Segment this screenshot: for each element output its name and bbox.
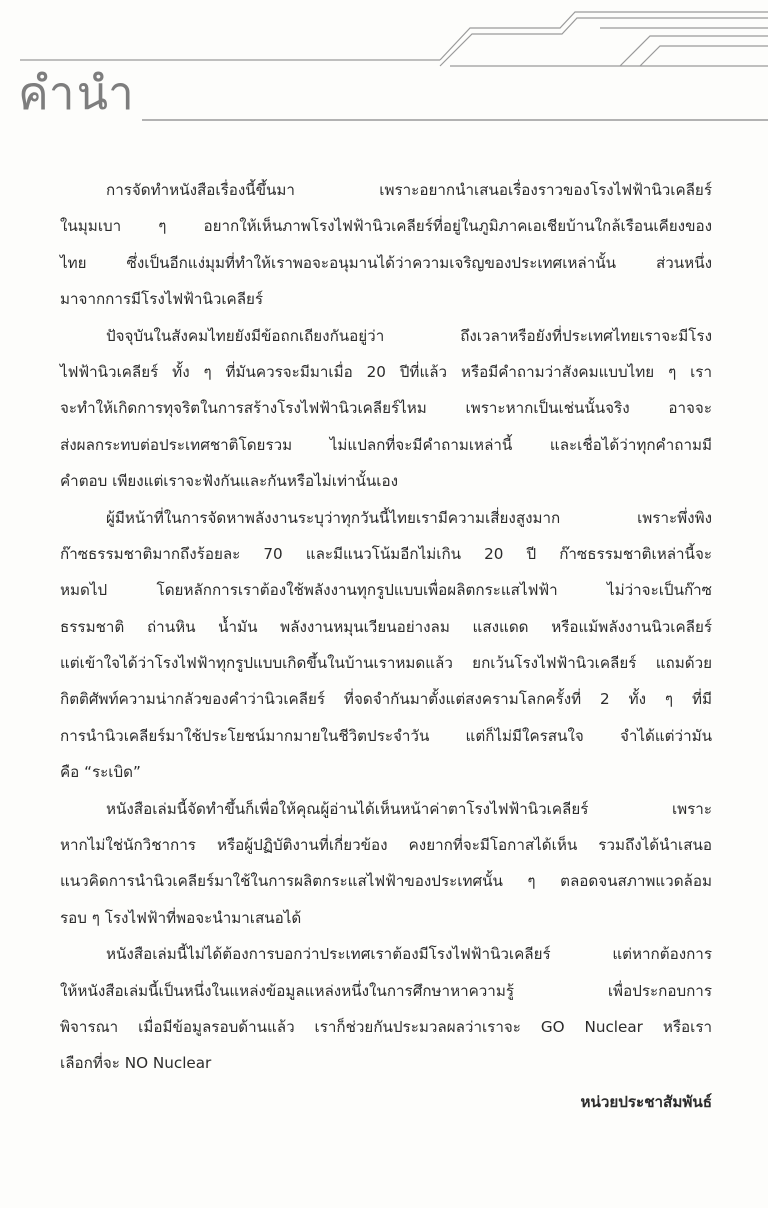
paragraph-2 — [60, 318, 712, 500]
text-line: ส่งผลกระทบต่อประเทศชาติโดยรวม ไม่แปลกที่จะมีคำถามเหล่านี้ และเชื่อได้ว่าทุกคำถามมี — [60, 435, 712, 454]
text-line: หนังสือเล่มนี้ไม่ได้ต้องการบอกว่าประเทศเราต้องมีโรงไฟฟ้านิวเคลียร์ แต่หากต้องการ — [106, 945, 712, 964]
text-line: มาจากการมีโรงไฟฟ้านิวเคลียร์ — [60, 290, 264, 309]
text-line: เลือกที่จะ NO Nuclear — [60, 1054, 212, 1073]
text-line: หนังสือเล่มนี้จัดทำขึ้นก็เพื่อให้คุณผู้อ่านได้เห็นหน้าค่าตาโรงไฟฟ้านิวเคลียร์ เพราะ — [106, 799, 712, 818]
page-title: คำนำ — [18, 66, 136, 120]
text-line: พิจารณา เมื่อมีข้อมูลรอบด้านแล้ว เราก็ช่วยกันประมวลผลว่าเราจะ GO Nuclear หรือเรา — [60, 1017, 712, 1036]
text-line: การนำนิวเคลียร์มาใช้ประโยชน์มากมายในชีวิตประจำวัน แต่ก็ไม่มีใครสนใจ จำได้แต่ว่ามัน — [60, 726, 712, 745]
text-line: ในมุมเบา ๆ อยากให้เห็นภาพโรงไฟฟ้านิวเคลียร์ที่อยู่ในภูมิภาคเอเชียบ้านใกล้เรือนเคียงของ — [60, 217, 712, 236]
text-line: ไทย ซึ่งเป็นอีกแง่มุมที่ทำให้เราพอจะอนุมานได้ว่าความเจริญของประเทศเหล่านั้น ส่วนหนึ่ง — [60, 253, 712, 272]
paragraph-3 — [60, 500, 712, 791]
text-line: กิตติศัพท์ความน่ากลัวของคำว่านิวเคลียร์ ที่จดจำกันมาตั้งแต่สงครามโลกครั้งที่ 2 ทั้ง ๆ ที่มี — [60, 690, 712, 709]
text-line: จะทำให้เกิดการทุจริตในการสร้างโรงไฟฟ้านิวเคลียร์ไหม เพราะหากเป็นเช่นนั้นจริง อาจจะ — [60, 399, 712, 418]
text-line: แนวคิดการนำนิวเคลียร์มาใช้ในการผลิตกระแสไฟฟ้าของประเทศนั้น ๆ ตลอดจนสภาพแวดล้อม — [60, 872, 712, 891]
text-line: ไฟฟ้านิวเคลียร์ ทั้ง ๆ ที่มันควรจะมีมาเมื่อ 20 ปีที่แล้ว หรือมีคำถามว่าสังคมแบบไทย ๆ เรา — [60, 362, 712, 381]
text-line: คือ “ระเบิด” — [60, 763, 141, 782]
paragraph-1 — [60, 172, 712, 318]
text-line: ก๊าซธรรมชาติมากถึงร้อยละ 70 และมีแนวโน้มอีกไม่เกิน 20 ปี ก๊าซธรรมชาติเหล่านี้จะ — [60, 544, 712, 563]
text-line: คำตอบ เพียงแต่เราจะฟังกันและกันหรือไม่เท่านั้นเอง — [60, 472, 398, 491]
text-line: ผู้มีหน้าที่ในการจัดหาพลังงานระบุว่าทุกวันนี้ไทยเรามีความเสี่ยงสูงมาก เพราะพึ่งพิง — [106, 508, 712, 527]
text-line: การจัดทำหนังสือเรื่องนี้ขึ้นมา เพราะอยากนำเสนอเรื่องราวของโรงไฟฟ้านิวเคลียร์ — [106, 181, 712, 199]
text-line: หากไม่ใช่นักวิชาการ หรือผู้ปฏิบัติงานที่เกี่ยวข้อง คงยากที่จะมีโอกาสได้เห็น รวมถึงได้นำเสนอ — [60, 836, 712, 855]
paragraph-4 — [60, 791, 712, 937]
text-line: ธรรมชาติ ถ่านหิน น้ำมัน พลังงานหมุนเวียนอย่างลม แสงแดด หรือแม้พลังงานนิวเคลียร์ — [60, 617, 712, 636]
text-line: ปัจจุบันในสังคมไทยยังมีข้อถกเถียงกันอยู่ว่า ถึงเวลาหรือยังที่ประเทศไทยเราจะมีโรง — [106, 326, 712, 345]
foreword-body — [60, 172, 712, 1120]
signature: หน่วยประชาสัมพันธ์ — [580, 1092, 712, 1111]
paragraph-5 — [60, 936, 712, 1082]
text-line: หมดไป โดยหลักการเราต้องใช้พลังงานทุกรูปแบบเพื่อผลิตกระแสไฟฟ้า ไม่ว่าจะเป็นก๊าซ — [60, 581, 712, 600]
text-line: แต่เข้าใจได้ว่าโรงไฟฟ้าทุกรูปแบบเกิดขึ้นในบ้านเราหมดแล้ว ยกเว้นโรงไฟฟ้านิวเคลียร์ แถมด้วย — [60, 654, 712, 673]
text-line: รอบ ๆ โรงไฟฟ้าที่พอจะนำมาเสนอได้ — [60, 908, 302, 927]
text-line: ให้หนังสือเล่มนี้เป็นหนึ่งในแหล่งข้อมูลแหล่งหนึ่งในการศึกษาหาความรู้ เพื่อประกอบการ — [60, 981, 712, 1000]
